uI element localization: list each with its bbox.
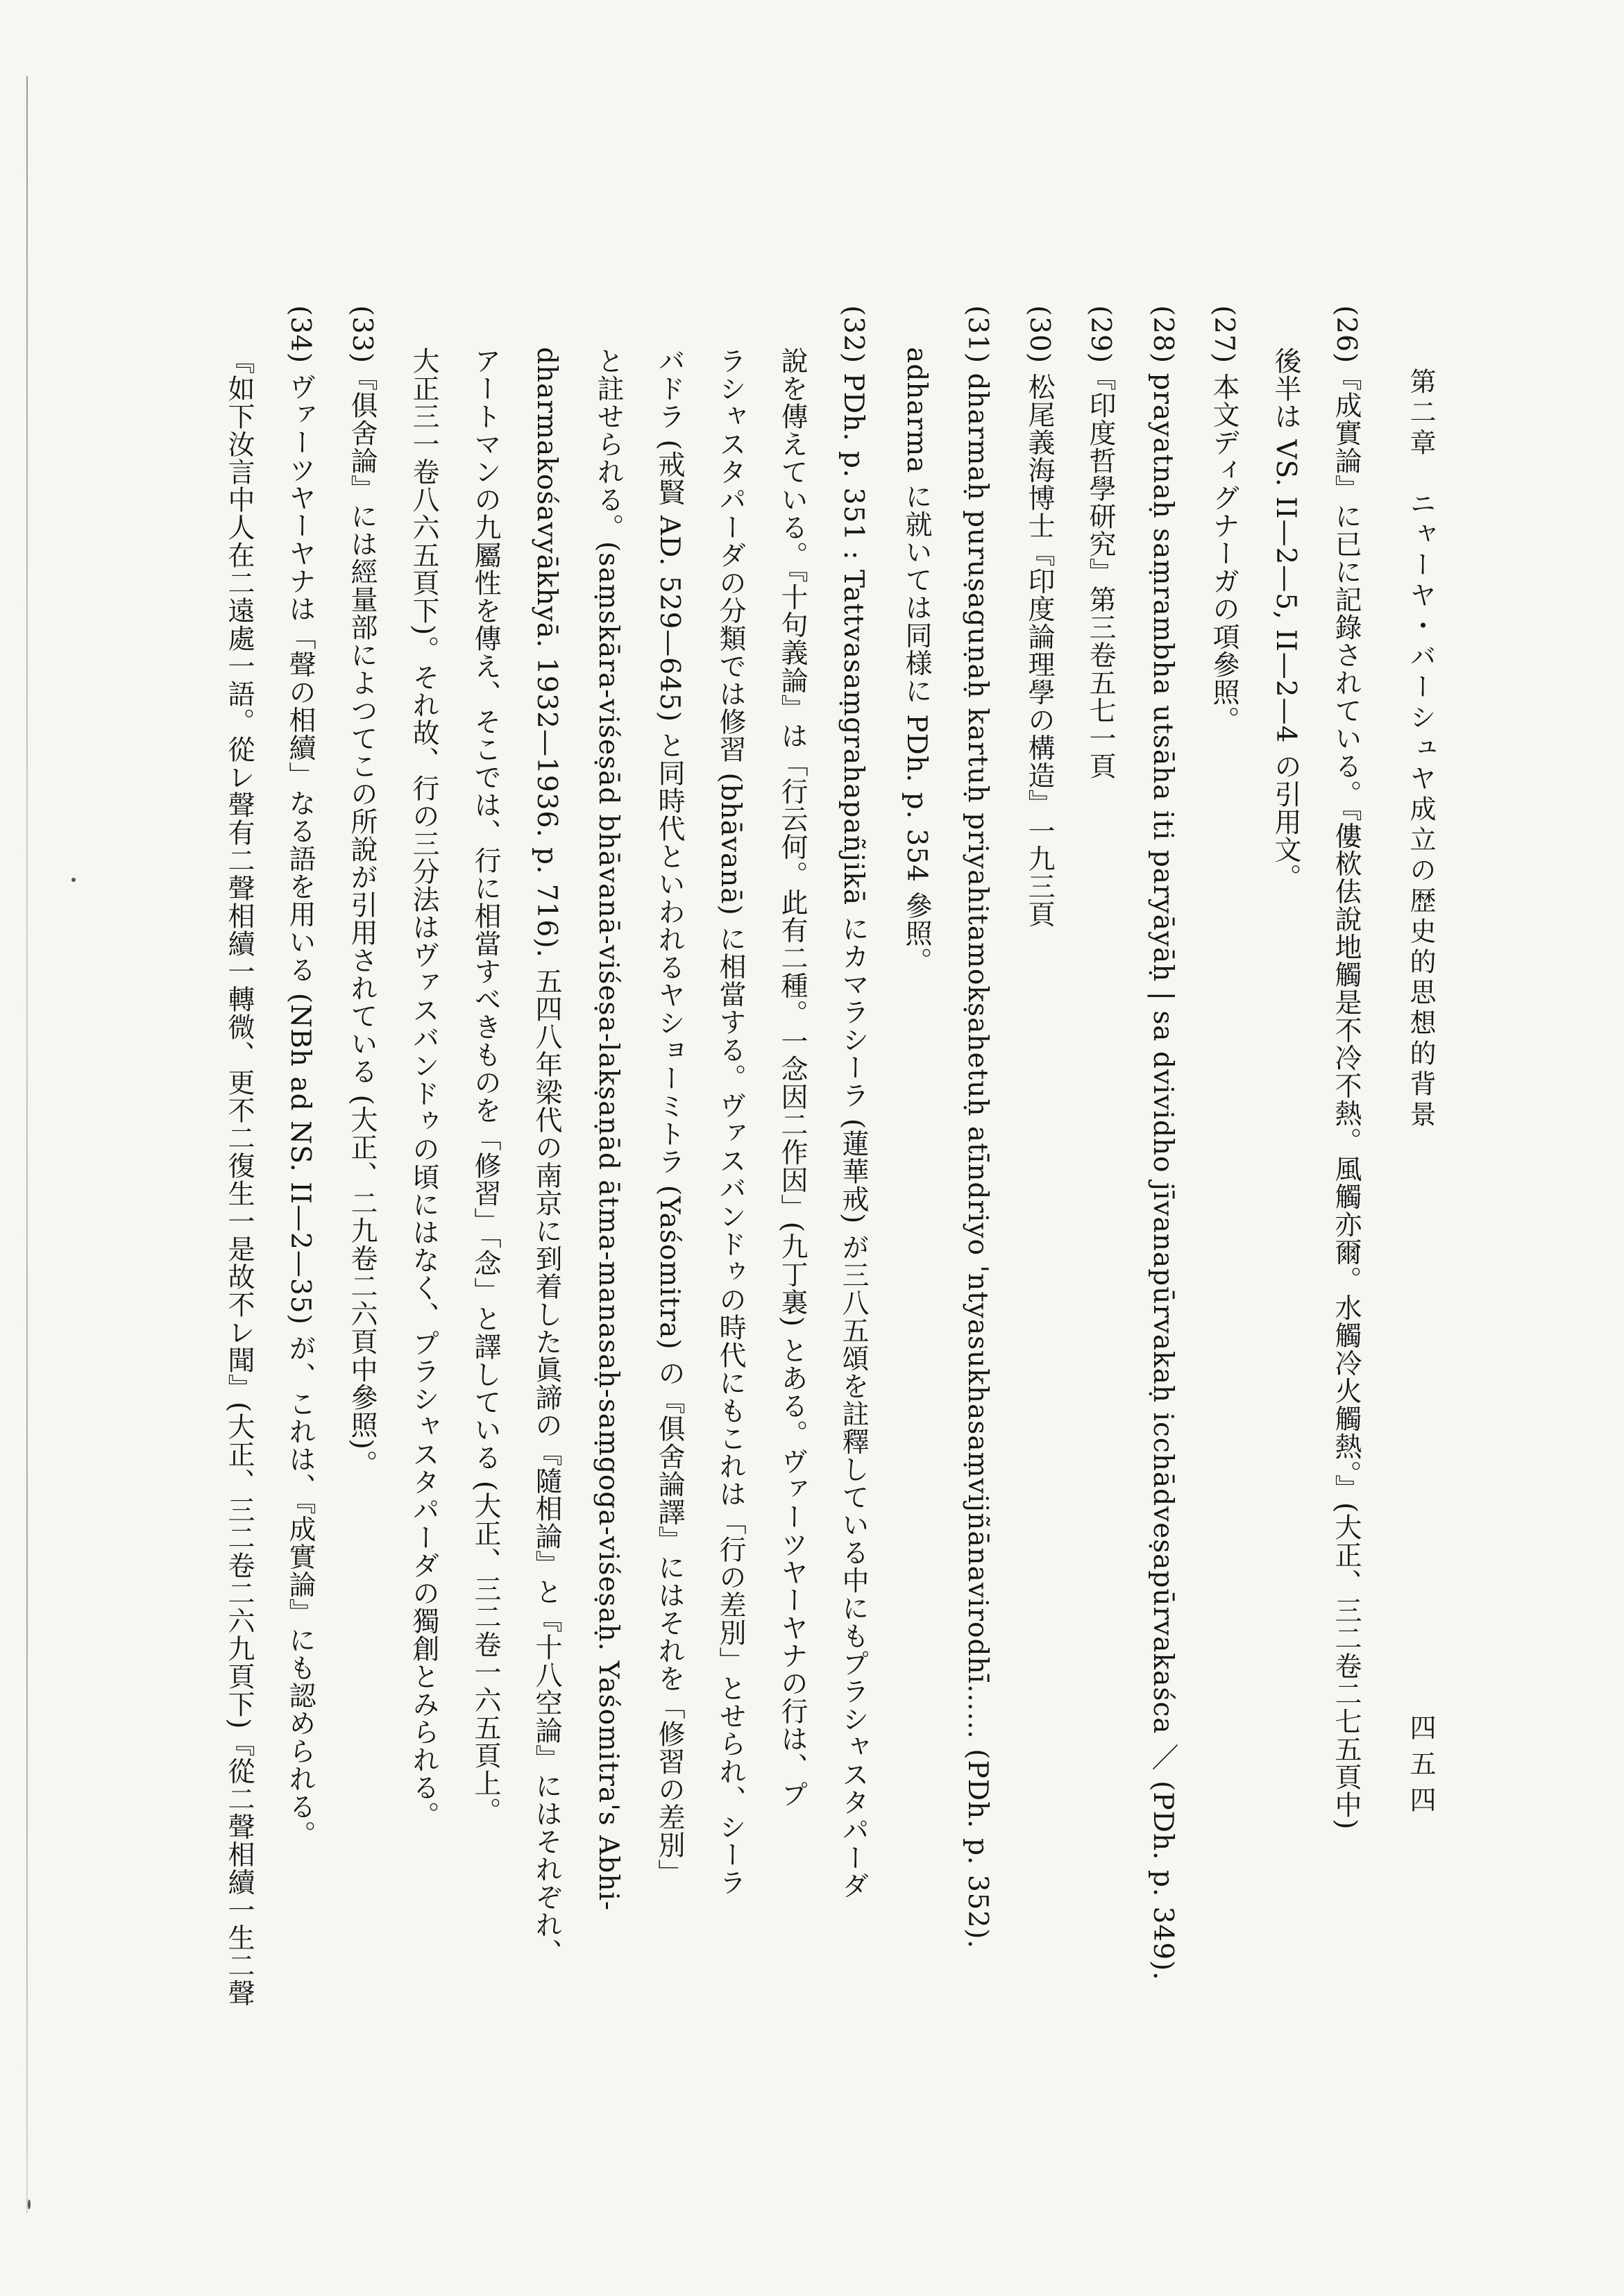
note-32-line-6: dharmakośavyākhyā. 1932—1936. p. 716). 五四八年梁代の南京に到着した眞諦の『隨相論』と『十八空論』にはそれぞれ、 bbox=[531, 347, 562, 1967]
chapter-header: 第二章 ニャーヤ・バーシュヤ成立の歴史的思想的背景 bbox=[1405, 368, 1436, 1131]
note-28: (28) prayatnaḥ saṃrambha utsāha iti paryāyāḥ | sa dvividho jīvanapūrvakaḥ icchādveṣapūrvakaśca ／ (PDh. p. 349). bbox=[1147, 305, 1178, 1981]
note-32-line-4: バドラ (戒賢 AD. 529—645) と同時代といわれるヤショーミトラ (Yaśomitra) の『俱舍論譯』にはそれを「修習の差別」 bbox=[654, 347, 685, 1887]
note-32-line-2: 說を傳えている。『十句義論』は「行云何。此有二種。一念因二作因」(九丁裏) とある。ヴァーツヤーヤナの行は、プ bbox=[777, 347, 808, 1809]
note-32-line-1: (32) PDh. p. 351 : Tattvasaṃgrahapañjikā にカマラシーラ (蓮華戒) が三八五頌を註釋している中にもプラシャスタパーダ bbox=[838, 305, 869, 1900]
note-32-line-3: ラシャスタパーダの分類では修習 (bhāvanā) に相當する。ヴァスバンドゥの時代にもこれは「行の差別」とせられ、シーラ bbox=[715, 347, 746, 1897]
scan-left-edge bbox=[26, 76, 28, 2213]
note-26-line-1: (26)『成實論』に已に記錄されている。『僂栨佉說地觸是不冷不熱。風觸亦爾。水觸冷火觸熱。』(大正、三二卷二七五頁中) bbox=[1330, 305, 1362, 1830]
note-30: (30) 松尾義海博士『印度論理學の構造』一九三頁 bbox=[1024, 305, 1055, 928]
note-34-line-1: (34) ヴァーツヤーヤナは「聲の相續」なる語を用いる (NBh ad NS. II—2—35) が、これは、『成實論』にも認められる。 bbox=[285, 305, 316, 1848]
note-34-line-2: 『如下汝言中人在二遠處一語。從レ聲有二聲相續一轉微、更不二復生一是故不レ聞』(大正、三二卷二六九頁下)『從二聲相續一生二聲 bbox=[223, 347, 255, 2007]
note-32-line-7: アートマンの九屬性を傳え、そこでは、行に相當すべきものを「修習」「念」と譯している (大正、三二卷一六五頁上。 bbox=[470, 347, 501, 1826]
scan-speck bbox=[28, 2200, 31, 2209]
note-31-line-1: (31) dharmaḥ puruṣaguṇaḥ kartuḥ priyahitamokṣahetuḥ atīndriyo 'ntyasukhasaṃvijñānavirodhī…… (PDh. p. 352). bbox=[962, 305, 993, 1949]
note-31-line-2: adharma に就いては同様に PDh. p. 354 參照。 bbox=[901, 347, 932, 976]
note-32-line-8: 大正三一卷八六五頁下)。それ故、行の三分法はヴァスバンドゥの頃にはなく、プラシャスタパーダの獨創とみられる。 bbox=[408, 347, 439, 1830]
note-26-line-2: 後半は VS. II—2—5, II—2—4 の引用文。 bbox=[1270, 347, 1301, 892]
note-32-line-5: と註せられる。(saṃskāra-viśeṣād bhāvanā-viśeṣa-lakṣaṇād ātma-manasaḥ-saṃgoga-viśeṣaḥ. Yaśomitra's Abhi- bbox=[593, 347, 624, 1912]
note-27: (27) 本文ディグナーガの項參照。 bbox=[1208, 305, 1240, 734]
note-29: (29)『印度哲學研究』第三卷五七一頁 bbox=[1085, 305, 1116, 781]
note-33: (33)『俱舍論』には經量部によつてこの所說が引用されている (大正、二九卷二六頁中參照)。 bbox=[346, 305, 378, 1478]
page-number: 四五四 bbox=[1405, 1714, 1436, 1822]
scan-speck bbox=[71, 878, 76, 882]
